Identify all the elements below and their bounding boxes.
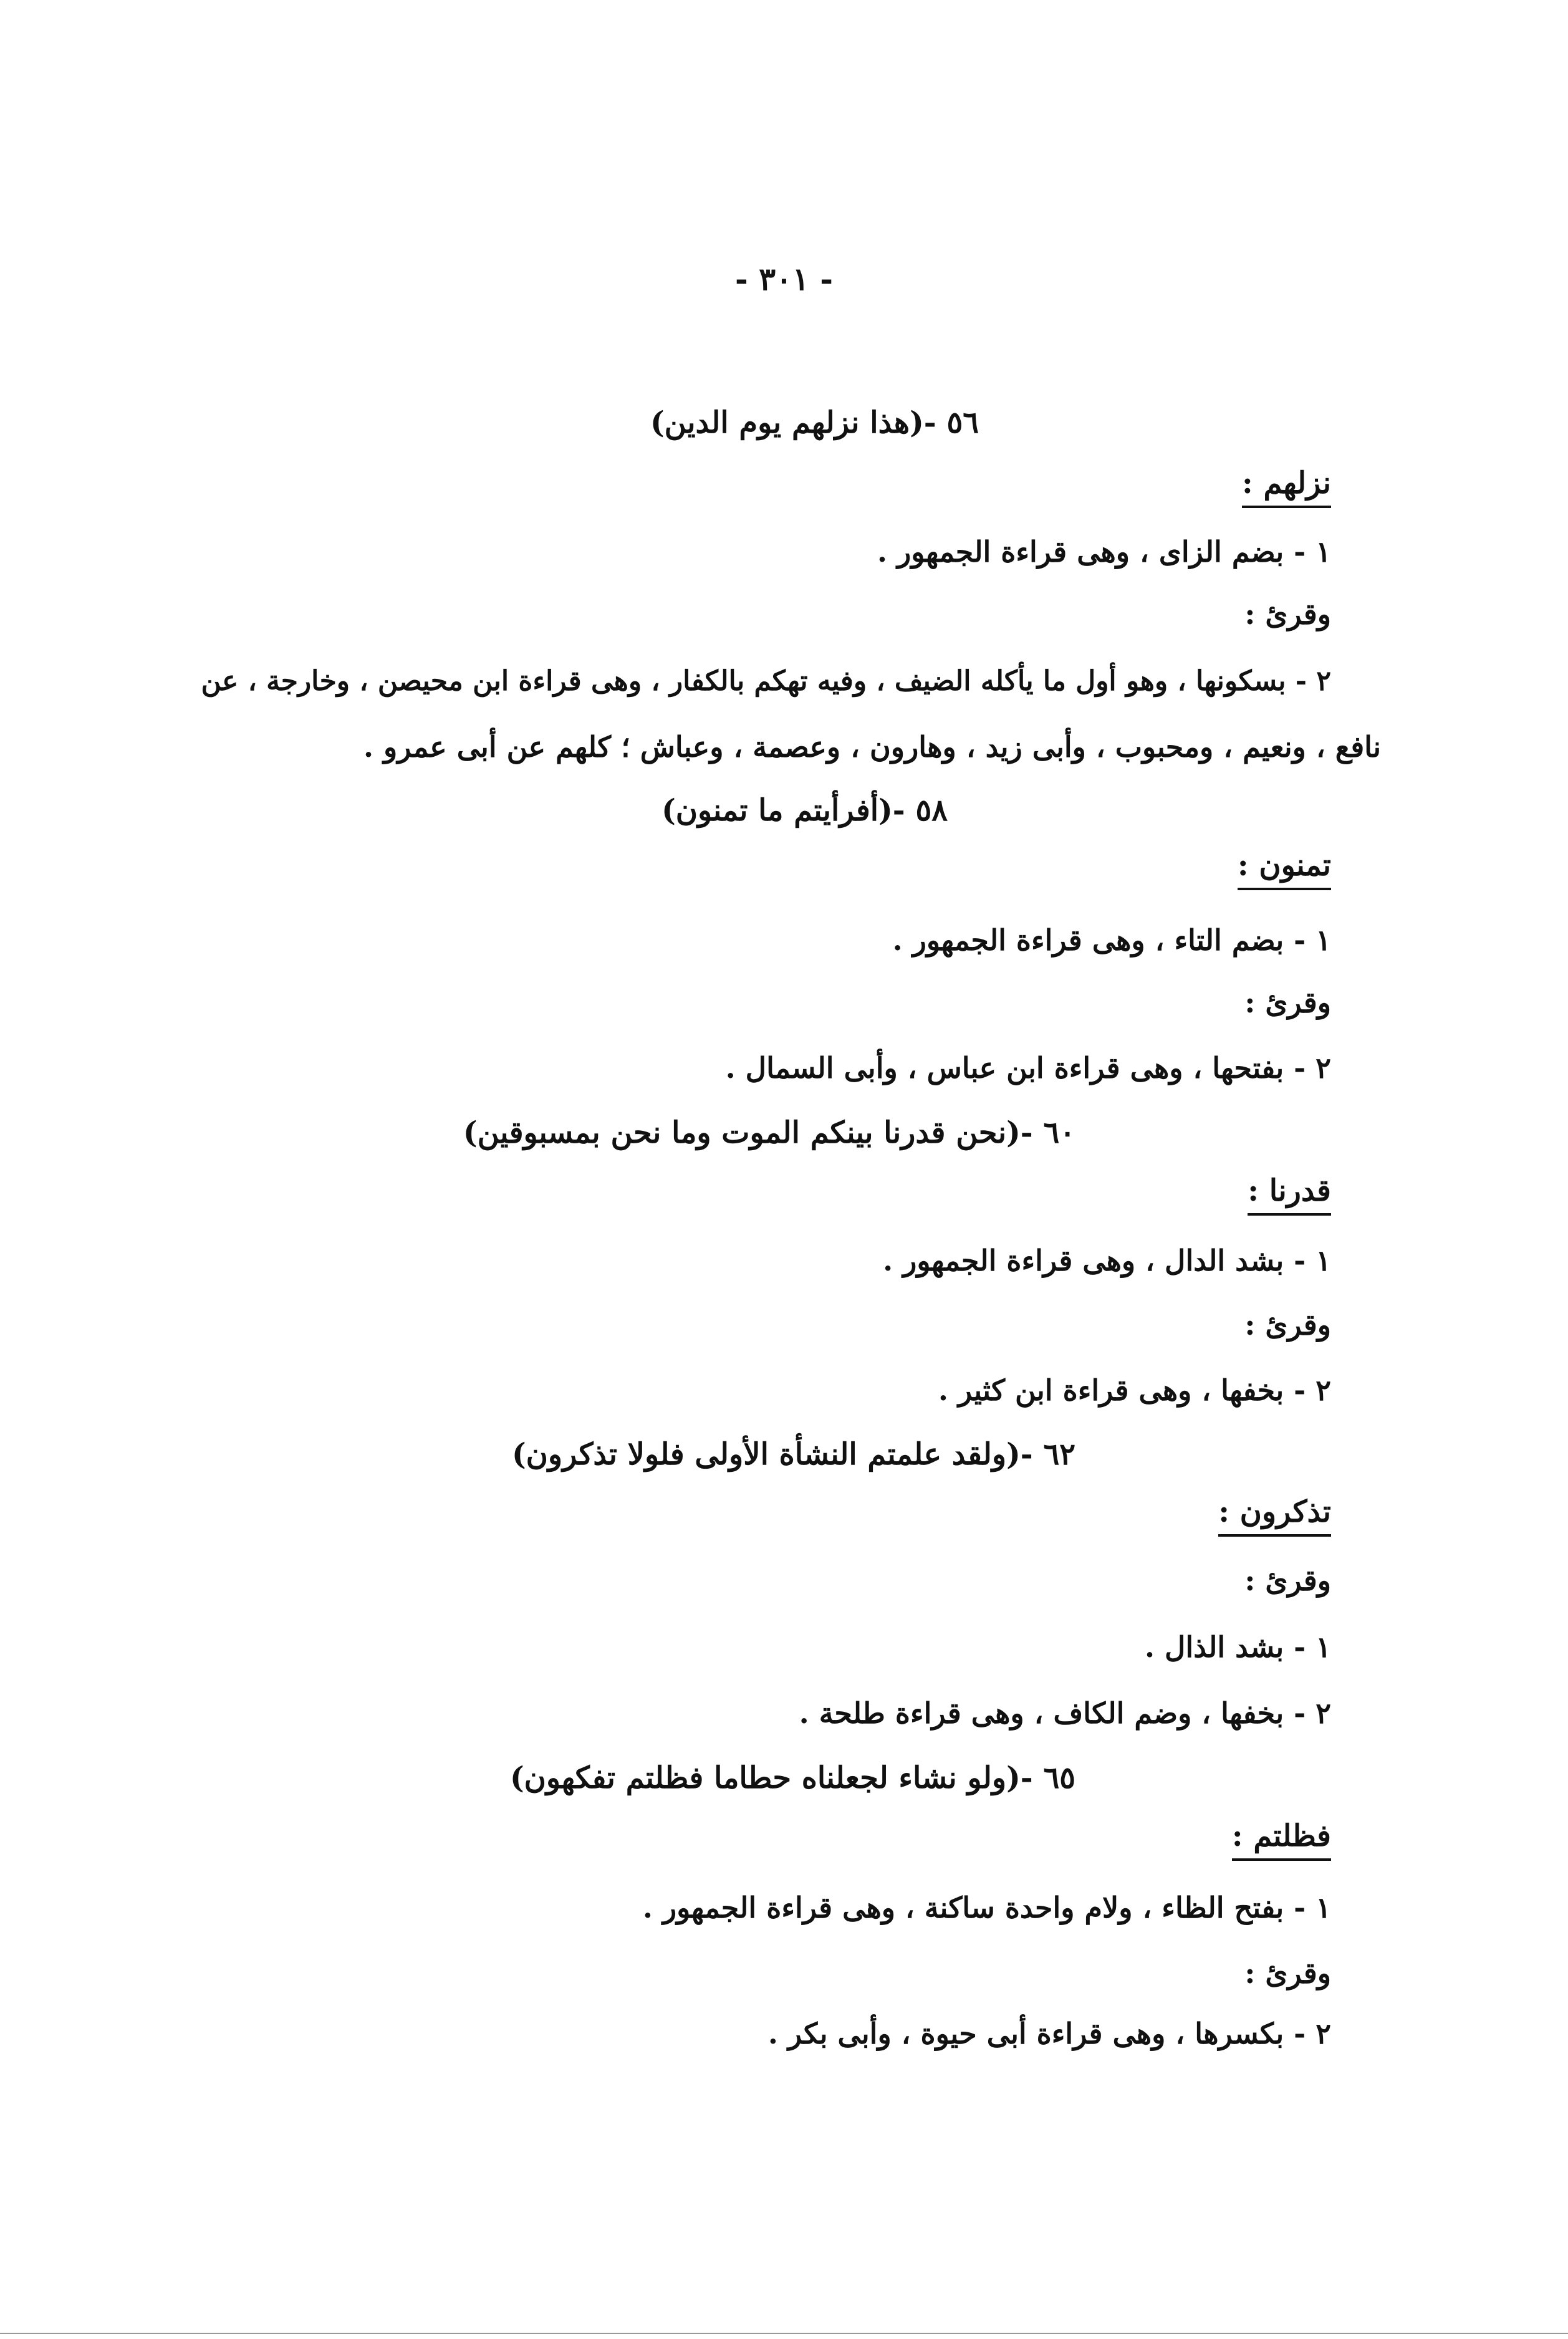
text-line: ٢ - بخفها ، وضم الكاف ، وهى قراءة طلحة . — [799, 1696, 1331, 1730]
text-line: وقرئ : — [1244, 1956, 1331, 1990]
text-line: ٢ - بكسرها ، وهى قراءة أبى حيوة ، وأبى بكر . — [767, 2017, 1331, 2050]
verse-heading: ٦٥ -(ولو نشاء لجعلناه حطاما فظلتم تفكهون) — [509, 1760, 1075, 1795]
page-bottom-edge — [0, 2333, 1568, 2334]
term-heading: تذكرون : — [1218, 1493, 1331, 1537]
verse-heading: ٦٢ -(ولقد علمتم النشأة الأولى فلولا تذكرون) — [511, 1437, 1075, 1472]
page-number: - ٣٠١ - — [735, 261, 833, 297]
text-line: ٢ - بفتحها ، وهى قراءة ابن عباس ، وأبى السمال . — [725, 1051, 1331, 1085]
text-line: وقرئ : — [1244, 1308, 1331, 1342]
term-heading: تمنون : — [1238, 847, 1331, 890]
text-line: ١ - بضم التاء ، وهى قراءة الجمهور . — [892, 923, 1331, 957]
text-line: ١ - بضم الزاى ، وهى قراءة الجمهور . — [877, 535, 1331, 569]
term-heading: قدرنا : — [1248, 1172, 1331, 1216]
term-heading: فظلتم : — [1232, 1817, 1331, 1861]
text-line: ١ - بفتح الظاء ، ولام واحدة ساكنة ، وهى قراءة الجمهور . — [642, 1891, 1331, 1924]
text-line: ١ - بشد الذال . — [1144, 1630, 1331, 1664]
text-line: ١ - بشد الدال ، وهى قراءة الجمهور . — [883, 1244, 1331, 1277]
text-line: ٢ - بسكونها ، وهو أول ما يأكله الضيف ، وفيه تهكم بالكفار ، وهى قراءة ابن محيصن ، وخارجة ، عن — [201, 665, 1331, 697]
verse-heading: ٥٨ -(أفرأيتم ما تمنون) — [661, 793, 948, 828]
verse-heading: ٥٦ -(هذا نزلهم يوم الدين) — [650, 405, 979, 440]
text-line: وقرئ : — [1244, 1563, 1331, 1597]
term-heading: نزلهم : — [1242, 464, 1331, 508]
text-line: وقرئ : — [1244, 986, 1331, 1019]
text-line: ٢ - بخفها ، وهى قراءة ابن كثير . — [938, 1373, 1331, 1407]
text-line: نافع ، ونعيم ، ومحبوب ، وأبى زيد ، وهارون ، وعصمة ، وعباش ؛ كلهم عن أبى عمرو . — [363, 730, 1381, 764]
verse-heading: ٦٠ -(نحن قدرنا بينكم الموت وما نحن بمسبوقين) — [463, 1115, 1075, 1150]
text-line: وقرئ : — [1244, 597, 1331, 631]
